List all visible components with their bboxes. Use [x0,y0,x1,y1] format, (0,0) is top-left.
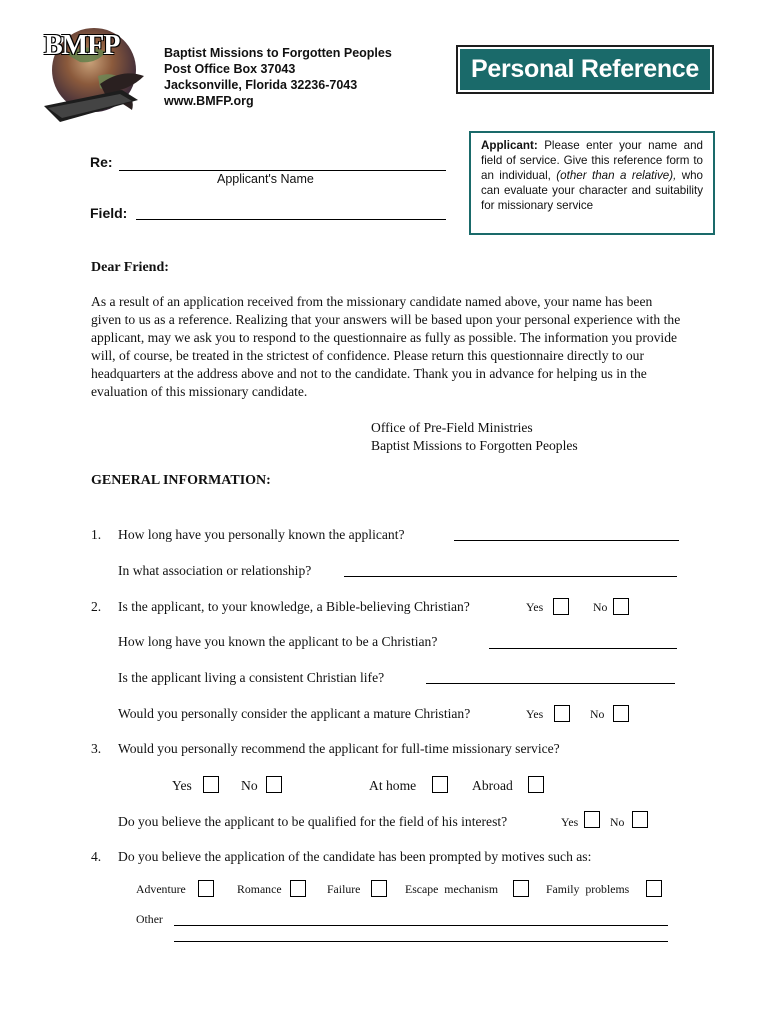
note-text-2: who can evaluate your character and suitability for missionary service [481,169,703,212]
logo-text: BMFP [44,30,120,61]
field-label: Field: [90,205,128,221]
q1b-text: In what association or relationship? [118,563,312,578]
q3-home-label: At home [369,778,417,793]
org-name: Baptist Missions to Forgotten Peoples [164,46,392,60]
q3b-no-checkbox[interactable] [632,811,648,828]
q2a-no-checkbox[interactable] [613,598,629,615]
q3-no-label: No [241,778,258,793]
field-of-service-field[interactable] [136,219,446,220]
q3-yes-label: Yes [172,778,192,793]
note-italic: (other than a relative), [556,169,677,182]
motive-adventure-checkbox[interactable] [198,880,214,897]
motive-family-label: Family problems [546,882,630,896]
motive-adventure-label: Adventure [136,882,186,896]
form-title: Personal Reference [460,49,710,90]
q4a-text: Do you believe the application of the candidate has been prompted by motives such as: [118,849,592,864]
org-po-box: Post Office Box 37043 [164,62,296,76]
re-label: Re: [90,154,113,170]
letter-paragraph: As a result of an application received from the missionary candidate named above, your name has been given to us as a reference. Realizing that your answers will be based upon your personal experience with the applicant, may we ask you to respond to the questionnaire as fully as possible. The information you provide will, of course, be treated in the strictest of confidence. Please return this questionnaire directly to our headquarters at the address above and not to the candidate. Thank you in advance for helping us in the evaluation of this missionary candidate. [91,294,681,399]
motive-romance-label: Romance [237,882,282,896]
applicant-name-field[interactable] [119,170,446,171]
q2d-no-checkbox[interactable] [613,705,629,722]
q3-abroad-checkbox[interactable] [528,776,544,793]
q2d-yes-label: Yes [526,707,544,721]
motive-romance-checkbox[interactable] [290,880,306,897]
section-title: GENERAL INFORMATION: [91,473,271,488]
q2d-yes-checkbox[interactable] [554,705,570,722]
q2c-text: Is the applicant living a consistent Christian life? [118,670,385,685]
q1a-answer-line[interactable] [454,540,679,541]
signature-org: Baptist Missions to Forgotten Peoples [371,438,578,453]
q2b-text: How long have you known the applicant to be a Christian? [118,634,438,649]
q1-number: 1. [91,527,102,542]
q2a-no-label: No [593,600,608,614]
q3b-no-label: No [610,815,625,829]
q3-yes-checkbox[interactable] [203,776,219,793]
q2d-no-label: No [590,707,605,721]
signature-office: Office of Pre-Field Ministries [371,420,533,435]
q3-abroad-label: Abroad [472,778,513,793]
motive-family-checkbox[interactable] [646,880,662,897]
org-address [164,45,392,109]
q3-home-checkbox[interactable] [432,776,448,793]
q1b-answer-line[interactable] [344,576,677,577]
q2b-answer-line[interactable] [489,648,677,649]
motive-escape-label: Escape mechanism [405,882,499,896]
other-answer-line-2[interactable] [174,941,668,942]
form-title-box [456,45,714,94]
note-lead: Applicant: [481,139,538,152]
motive-failure-label: Failure [327,882,361,896]
q2-number: 2. [91,599,102,614]
q2a-yes-label: Yes [526,600,544,614]
q2d-text: Would you personally consider the applicant a mature Christian? [118,706,471,721]
q3b-yes-checkbox[interactable] [584,811,600,828]
other-answer-line-1[interactable] [174,925,668,926]
motive-failure-checkbox[interactable] [371,880,387,897]
q1a-text: How long have you personally known the applicant? [118,527,405,542]
q3-number: 3. [91,741,102,756]
q3b-yes-label: Yes [561,815,579,829]
org-website: www.BMFP.org [164,94,254,108]
q3b-text: Do you believe the applicant to be qualified for the field of his interest? [118,814,508,829]
applicant-note [469,131,715,235]
q2c-answer-line[interactable] [426,683,675,684]
q2a-text: Is the applicant, to your knowledge, a Bible-believing Christian? [118,599,470,614]
motive-escape-checkbox[interactable] [513,880,529,897]
salutation: Dear Friend: [91,260,169,275]
q3a-text: Would you personally recommend the applicant for full-time missionary service? [118,741,560,756]
note-text-1: Please enter your name and field of service. Give this reference form to an individual, [481,139,703,182]
applicant-name-caption: Applicant's Name [217,172,314,186]
org-city: Jacksonville, Florida 32236-7043 [164,78,358,92]
q2a-yes-checkbox[interactable] [553,598,569,615]
q4-number: 4. [91,849,102,864]
q3-no-checkbox[interactable] [266,776,282,793]
other-label: Other [136,912,163,926]
